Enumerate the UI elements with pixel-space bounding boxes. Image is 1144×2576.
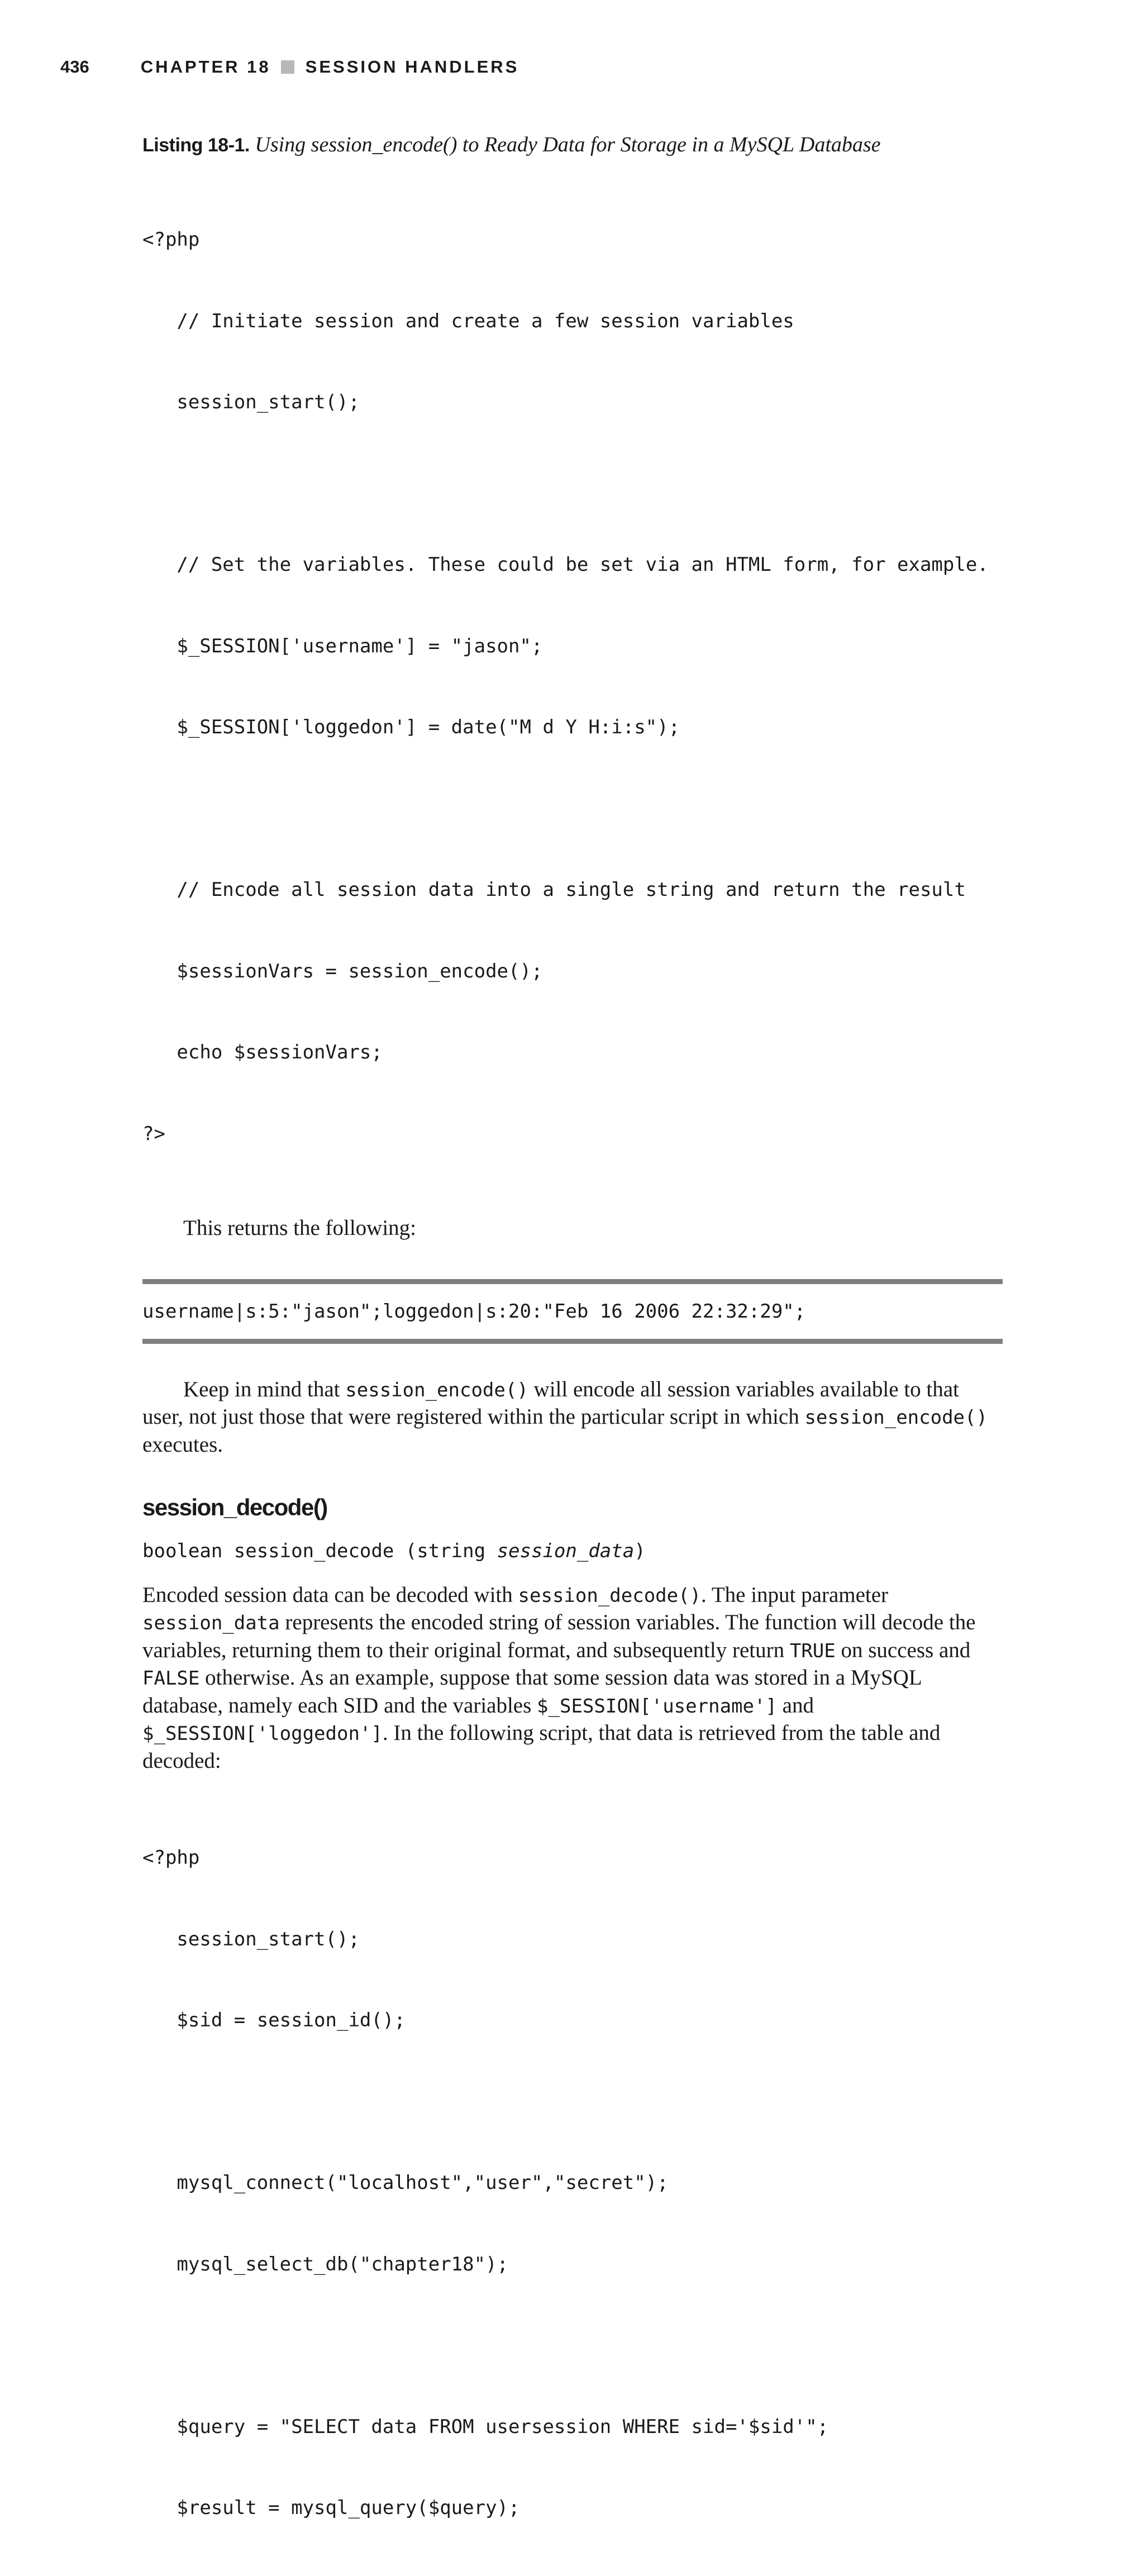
signature-suffix: ) <box>634 1540 646 1562</box>
code-line: <?php <box>142 1847 200 1869</box>
listing-code-block <box>142 172 1003 1201</box>
decode-code-block <box>142 1790 1003 2576</box>
paragraph-text: executes. <box>142 1432 223 1457</box>
running-header <box>60 55 519 79</box>
code-line: $result = mysql_query($query); <box>142 2497 520 2519</box>
function-signature <box>142 1538 1003 1565</box>
listing-label: Listing 18-1. <box>142 135 250 156</box>
signature-param: session_data <box>497 1540 635 1562</box>
code-line <box>142 795 1003 823</box>
page-content <box>142 130 1003 2576</box>
inline-code: TRUE <box>789 1639 836 1662</box>
inline-code: session_encode() <box>345 1378 528 1401</box>
paragraph-text: otherwise. As an example, suppose that some session data was stored in a MySQL database, namely each SID and the variables <box>142 1666 922 1718</box>
code-line <box>142 2332 1003 2359</box>
page-number: 436 <box>60 57 89 77</box>
signature-prefix: boolean session_decode (string <box>142 1540 497 1562</box>
output-box <box>142 1279 1003 1344</box>
code-line: // Set the variables. These could be set via an HTML form, for example. <box>142 554 989 576</box>
listing-caption <box>142 130 1003 160</box>
paragraph-text: will encode all session variables available to that user, not just those that were registered within the particular script in which <box>142 1377 959 1429</box>
code-line: ?> <box>142 1122 165 1145</box>
inline-code: session_decode() <box>518 1584 702 1607</box>
code-line: $_SESSION['loggedon'] = date("M d Y H:i:s"); <box>142 716 680 738</box>
inline-code: FALSE <box>142 1667 200 1690</box>
code-line: // Initiate session and create a few session variables <box>142 309 794 332</box>
section-heading: session_decode() <box>142 1494 327 1520</box>
code-line: mysql_connect("localhost","user","secret"); <box>142 2172 669 2194</box>
paragraph-text: represents the encoded string of session variables. The function will decode the variables, returning them to their original format, and subsequently return <box>142 1610 976 1662</box>
code-line: mysql_select_db("chapter18"); <box>142 2253 509 2276</box>
paragraph-text: Encoded session data can be decoded with <box>142 1582 518 1607</box>
listing-title: Using session_encode() to Ready Data for Storage in a MySQL Database <box>255 133 881 156</box>
code-line: $query = "SELECT data FROM usersession WHERE sid='$sid'"; <box>142 2415 829 2438</box>
output-text: username|s:5:"jason";loggedon|s:20:"Feb 16 2006 22:32:29"; <box>142 1300 806 1323</box>
returns-text: This returns the following: <box>183 1216 417 1240</box>
decode-paragraph <box>142 1582 1003 1775</box>
paragraph-text: Keep in mind that <box>183 1377 346 1401</box>
code-line: $sid = session_id(); <box>142 2009 406 2031</box>
chapter-title: SESSION HANDLERS <box>305 57 519 77</box>
inline-code: $_SESSION['username'] <box>537 1695 777 1718</box>
code-line: session_start(); <box>142 1928 360 1950</box>
code-line: <?php <box>142 228 200 251</box>
code-line: echo $sessionVars; <box>142 1041 383 1063</box>
paragraph-text: on success and <box>835 1638 971 1662</box>
code-line: $_SESSION['username'] = "jason"; <box>142 635 543 657</box>
code-line: $sessionVars = session_encode(); <box>142 960 543 982</box>
code-line: // Encode all session data into a single string and return the result <box>142 879 966 901</box>
paragraph-text: and <box>776 1693 814 1718</box>
inline-code: session_encode() <box>804 1406 988 1429</box>
chapter-label: CHAPTER 18 <box>140 57 271 77</box>
paragraph-text: . In the following script, that data is retrieved from the table and decoded: <box>142 1721 941 1773</box>
inline-code: session_data <box>142 1612 280 1634</box>
paragraph-text: . The input parameter <box>701 1582 889 1607</box>
header-separator-square <box>281 60 294 74</box>
code-line: session_start(); <box>142 391 360 413</box>
inline-code: $_SESSION['loggedon'] <box>142 1723 383 1745</box>
code-line <box>142 2088 1003 2116</box>
keep-in-mind-paragraph <box>142 1376 1003 1459</box>
code-line <box>142 470 1003 498</box>
